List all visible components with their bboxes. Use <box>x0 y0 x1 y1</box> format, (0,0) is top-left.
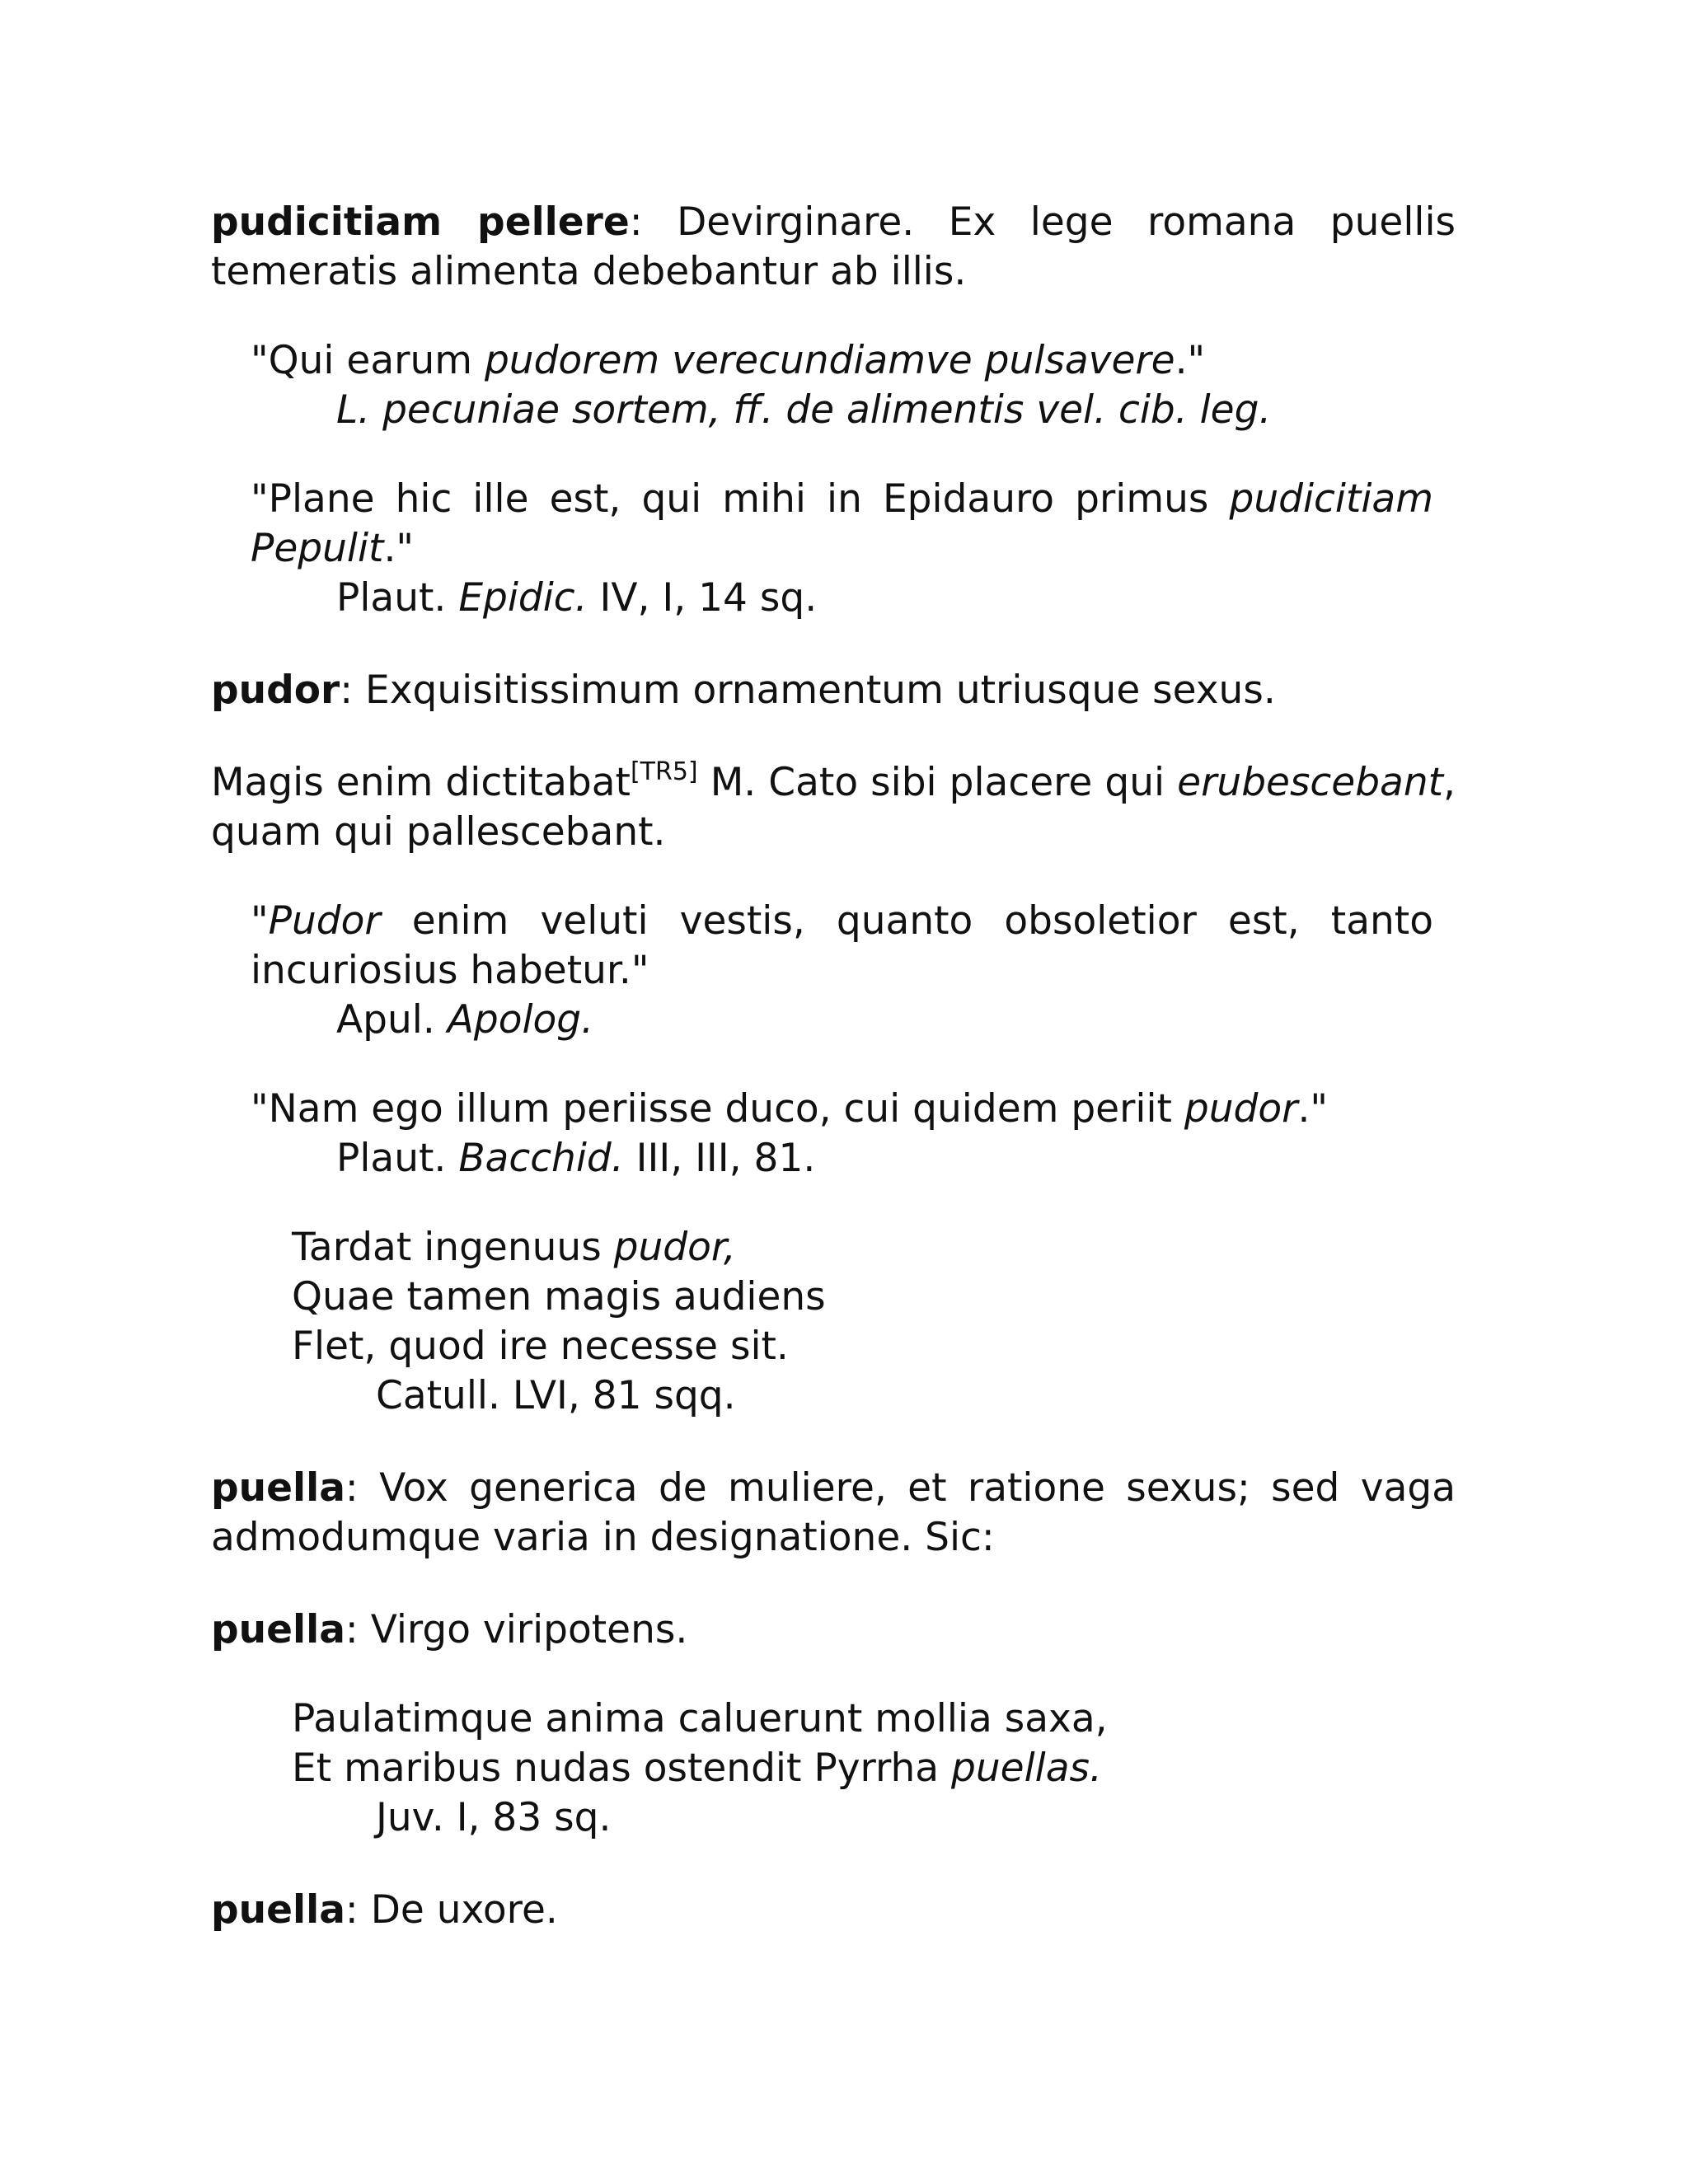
entry-separator: : <box>345 1607 371 1652</box>
entry-headword: puella <box>211 1465 345 1511</box>
entry-puella <box>211 1464 1456 1563</box>
dictionary-page <box>211 198 1456 1935</box>
entry-definition: Virgo viripotens. <box>370 1607 688 1652</box>
paragraph <box>211 758 1456 857</box>
quote-emphasis: pudor <box>1184 1086 1298 1132</box>
entry-puella-virgo <box>211 1605 1456 1655</box>
paragraph-text: Magis enim dictitabat <box>211 760 631 805</box>
quote-emphasis: Pudor <box>268 898 381 944</box>
quote-text: "Plane hic ille est, qui mihi in Epidauro primus <box>251 476 1230 522</box>
entry-separator: : <box>345 1887 371 1933</box>
entry-headword: puella <box>211 1887 345 1933</box>
entry-headword: pudor <box>211 668 340 713</box>
entry-definition: Devirginare. Ex lege romana puellis temeratis alimenta debebantur ab illis. <box>211 199 1456 294</box>
entry-headword: puella <box>211 1607 345 1652</box>
paragraph-emphasis: erubescebant <box>1177 760 1444 805</box>
citation <box>336 386 1456 435</box>
quote-text: ." <box>1175 338 1206 383</box>
citation: Juv. I, 83 sq. <box>376 1795 612 1840</box>
quote-text: "Qui earum <box>251 338 485 383</box>
entry-separator: : <box>629 199 678 245</box>
entry-separator: : <box>340 668 365 713</box>
citation-locus: IV, I, 14 sq. <box>587 575 818 621</box>
citation-text: L. pecuniae sortem, ff. de alimentis vel. cib. leg. <box>336 387 1272 433</box>
citation-author: Apul. <box>336 997 448 1043</box>
entry-definition: Exquisitissimum ornamentum utriusque sexus. <box>365 668 1276 713</box>
footnote-marker[interactable]: [TR5] <box>630 757 698 787</box>
quote-text: ." <box>383 526 414 571</box>
verse-text: Tardat ingenuus <box>292 1225 614 1270</box>
entry-separator: : <box>345 1465 380 1511</box>
verse-emphasis: puellas. <box>951 1746 1102 1791</box>
citation <box>336 996 1456 1045</box>
quote-text: " <box>251 898 269 944</box>
verse-line <box>292 1744 1456 1793</box>
entry-definition: De uxore. <box>370 1887 558 1933</box>
quote-text: "Nam ego illum periisse duco, cui quidem periit <box>251 1086 1184 1132</box>
citation-work: Apolog. <box>447 997 594 1043</box>
citation: Catull. LVI, 81 sqq. <box>376 1373 736 1418</box>
verse-block <box>292 1223 1456 1371</box>
paragraph-text: M. Cato sibi placere qui <box>697 760 1178 805</box>
citation-author: Plaut. <box>336 575 459 621</box>
quote-text: ." <box>1297 1086 1328 1132</box>
verse-line <box>292 1223 1456 1272</box>
citation-work: Epidic. <box>458 575 588 621</box>
verse-line: Quae tamen magis audiens <box>292 1274 826 1319</box>
verse-line: Paulatimque anima caluerunt mollia saxa, <box>292 1696 1108 1741</box>
quotation <box>251 1085 1433 1134</box>
verse-line: Flet, quod ire necesse sit. <box>292 1324 789 1369</box>
quote-emphasis: pudicitiam Pepulit <box>251 476 1433 571</box>
verse-emphasis: pudor, <box>613 1225 736 1270</box>
entry-headword: pudicitiam pellere <box>211 199 630 245</box>
citation-work: Bacchid. <box>458 1136 624 1181</box>
citation-locus: III, III, 81. <box>623 1136 816 1181</box>
quotation <box>251 475 1433 574</box>
entry-pudor <box>211 666 1456 715</box>
entry-puella-uxor <box>211 1886 1456 1935</box>
citation-author: Plaut. <box>336 1136 459 1181</box>
entry-definition: Vox generica de muliere, et ratione sexus; sed vaga admodumque varia in designatione. Sic: <box>211 1465 1456 1560</box>
quote-emphasis: pudorem verecundiamve pulsavere <box>484 338 1175 383</box>
verse-block <box>292 1694 1456 1793</box>
verse-text: Et maribus nudas ostendit Pyrrha <box>292 1746 952 1791</box>
paragraph-text: , quam qui pallescebant. <box>211 760 1456 855</box>
entry-pudicitiam-pellere <box>211 198 1456 297</box>
quote-text: enim veluti vestis, quanto obsoletior est, tanto incuriosius habetur." <box>251 898 1433 993</box>
citation <box>336 574 1456 623</box>
quotation <box>251 336 1433 386</box>
citation <box>336 1134 1456 1183</box>
quotation <box>251 897 1433 996</box>
